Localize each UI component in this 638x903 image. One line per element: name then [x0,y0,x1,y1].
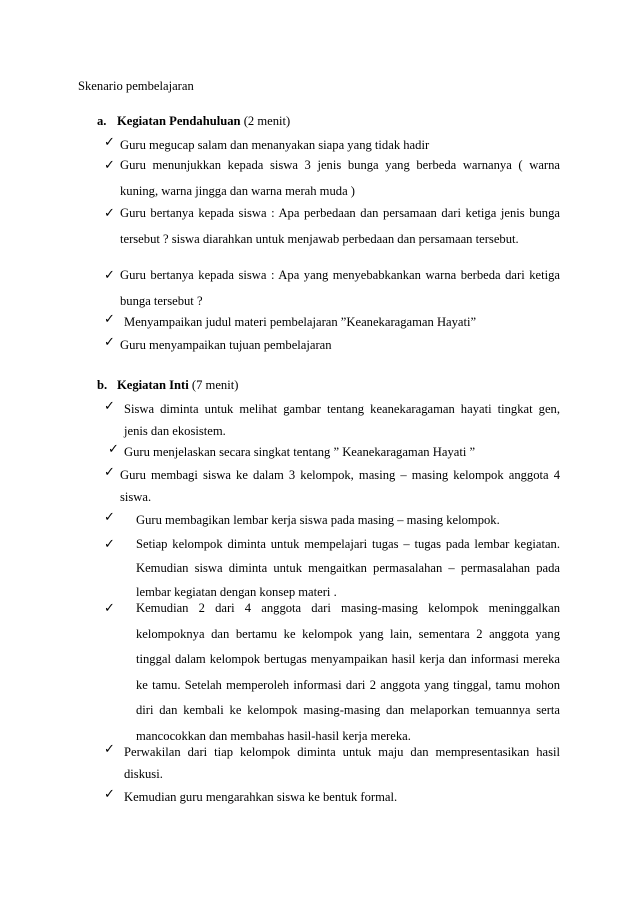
list-item [104,263,560,314]
check-icon: ✓ [104,134,115,149]
list-item [104,532,560,604]
list-item-text: Guru megucap salam dan menanyakan siapa yang tidak hadir [120,138,430,152]
section-b-label: b. [97,378,108,392]
list-item-text: Siswa diminta untuk melihat gambar tentang keanekaragaman hayati tingkat gen, jenis dan ekosistem. [124,402,560,438]
list-item [104,334,560,356]
section-a-duration: (2 menit) [243,114,291,128]
check-icon: ✓ [104,509,115,524]
check-icon: ✓ [108,441,119,456]
list-item-text: Kemudian 2 dari 4 anggota dari masing-masing kelompok meninggalkan kelompoknya dan bertamu ke kelompok yang lain, sementara 2 anggota yang tinggal dalam kelompok bertugas menyampaikan hasil kerja dan informasi mereka ke tamu. Setelah memperoleh informasi dari 2 anggota yang tinggal, tamu mohon diri dan kembali ke kelompok masing-masing dan melaporkan temuannya serta mancocokkan dan membahas hasil-hasil kerja mereka. [136,601,560,743]
check-icon: ✓ [104,600,115,615]
list-item-text: Perwakilan dari tiap kelompok diminta untuk maju dan mempresentasikan hasil diskusi. [124,745,560,781]
check-icon: ✓ [104,334,115,349]
list-item-text: Menyampaikan judul materi pembelajaran ”Keanekaragaman Hayati” [124,315,477,329]
check-icon: ✓ [104,741,115,756]
check-icon: ✓ [104,398,115,413]
list-item [104,464,560,508]
check-icon: ✓ [104,157,115,172]
check-icon: ✓ [104,205,115,220]
list-item [104,311,560,333]
section-b-duration: (7 menit) [191,378,239,392]
list-item-text: Setiap kelompok diminta untuk mempelajari tugas – tugas pada lembar kegiatan. Kemudian siswa diminta untuk mengaitkan permasalahan – permasalahan pada lembar kegiatan dengan konsep materi . [136,537,560,599]
section-a-heading [97,113,290,129]
check-icon: ✓ [104,786,115,801]
list-item-text: Guru menyampaikan tujuan pembelajaran [120,338,332,352]
list-item-text: Guru bertanya kepada siswa : Apa yang menyebabkankan warna berbeda dari ketiga bunga tersebut ? [120,268,560,308]
section-a-label: a. [97,114,107,128]
check-icon: ✓ [104,311,115,326]
list-item-text: Guru menjelaskan secara singkat tentang ” Keanekaragaman Hayati ” [124,445,476,459]
list-item-text: Guru menunjukkan kepada siswa 3 jenis bunga yang berbeda warnanya ( warna kuning, warna jingga dan warna merah muda ) [120,158,560,198]
section-a-title: Kegiatan Pendahuluan [117,114,241,128]
list-item [104,509,560,531]
list-item [104,786,560,808]
section-b-title: Kegiatan Inti [117,378,189,392]
list-item [104,398,560,442]
check-icon: ✓ [104,464,115,479]
list-item [104,441,560,463]
list-item-text: Guru membagikan lembar kerja siswa pada masing – masing kelompok. [136,513,500,527]
check-icon: ✓ [104,536,115,551]
list-item-text: Guru membagi siswa ke dalam 3 kelompok, masing – masing kelompok anggota 4 siswa. [120,468,560,504]
check-icon: ✓ [104,267,115,282]
document-title: Skenario pembelajaran [78,79,194,93]
section-b-heading [97,377,238,393]
list-item-text: Kemudian guru mengarahkan siswa ke bentuk formal. [124,790,398,804]
list-item [104,596,560,749]
list-item [104,201,560,252]
list-item-text: Guru bertanya kepada siswa : Apa perbedaan dan persamaan dari ketiga jenis bunga tersebut ? siswa diarahkan untuk menjawab perbedaan dan persamaan tersebut. [120,206,560,246]
list-item [104,741,560,785]
list-item [104,153,560,204]
